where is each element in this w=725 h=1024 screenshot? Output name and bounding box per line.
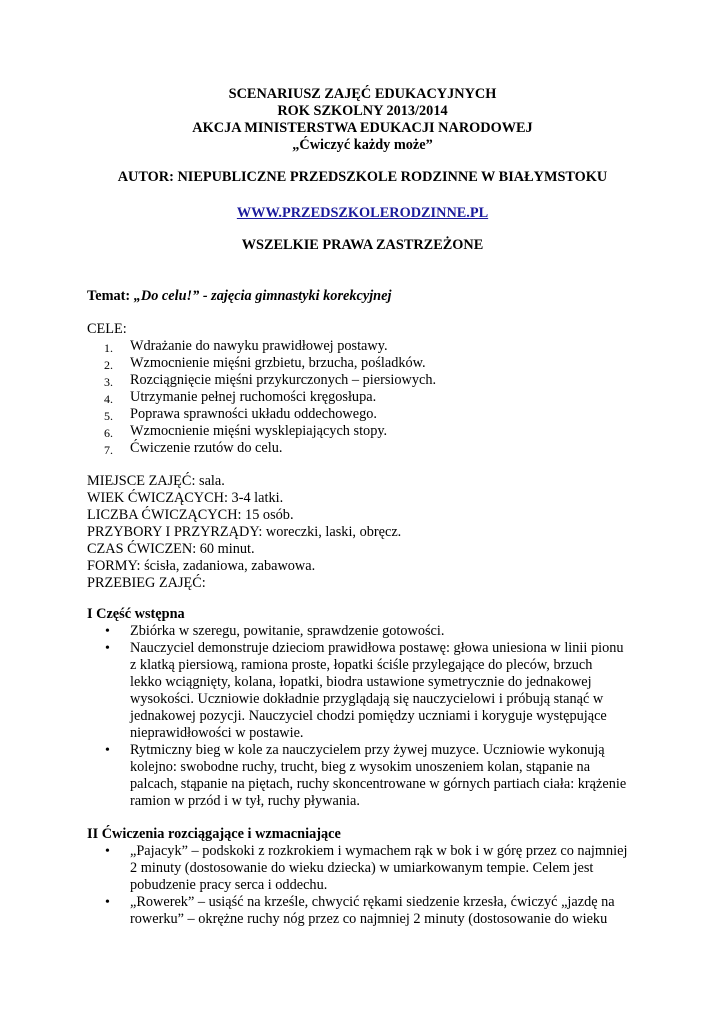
item-number: 6. — [104, 426, 113, 440]
list-item — [87, 440, 667, 457]
list-item — [87, 372, 667, 389]
list-item — [87, 338, 667, 355]
item-line: jednakowej pozycji. Nauczyciel chodzi pomiędzy uczniami i koryguje występujące — [130, 708, 607, 724]
item-text: Wzmocnienie mięśni wysklepiających stopy. — [130, 423, 388, 439]
author-line: AUTOR: NIEPUBLICZNE PRZEDSZKOLE RODZINNE W BIAŁYMSTOKU — [117, 169, 608, 185]
item-line: lekko wciągnięty, kolana, łopatki, biodra ustawione symetrycznie do jednakowej — [130, 674, 592, 690]
list-item — [87, 894, 667, 928]
bullet-icon: • — [105, 624, 110, 639]
item-number: 2. — [104, 358, 113, 372]
item-line: nieprawidłowości w postawie. — [130, 725, 304, 741]
item-line: pobudzenie pracy serca i oddechu. — [130, 877, 328, 893]
section-title: II Ćwiczenia rozciągające i wzmacniające — [87, 826, 341, 842]
bullet-icon: • — [105, 844, 110, 859]
item-number: 1. — [104, 341, 113, 355]
item-line: palcach, stąpanie na piętach, ruchy skoncentrowane w górnych partiach ciała: krążenie — [130, 776, 627, 792]
bullet-list — [87, 843, 667, 928]
list-item — [87, 623, 667, 640]
item-number: 7. — [104, 443, 113, 457]
goals-heading: CELE: — [87, 321, 127, 337]
header-title: SCENARIUSZ ZAJĘĆ EDUKACYJNYCH — [228, 86, 497, 102]
item-text: Wzmocnienie mięśni grzbietu, brzucha, pośladków. — [130, 355, 426, 371]
section-introduction — [87, 606, 667, 810]
item-text: Ćwiczenie rzutów do celu. — [130, 440, 283, 456]
header-motto: „Ćwiczyć każdy może” — [292, 137, 433, 153]
item-number: 4. — [104, 392, 113, 406]
info-age: WIEK ĆWICZĄCYCH: 3-4 latki. — [87, 490, 284, 506]
info-course: PRZEBIEG ZAJĘĆ: — [87, 575, 206, 591]
item-line: rowerku” – okrężne ruchy nóg przez co najmniej 2 minuty (dostosowanie do wieku — [130, 911, 608, 927]
bullet-list — [87, 623, 667, 810]
item-line: Nauczyciel demonstruje dzieciom prawidłowa postawę: głowa uniesiona w linii pionu — [130, 640, 624, 656]
info-time: CZAS ĆWICZEN: 60 minut. — [87, 541, 255, 557]
list-item — [87, 742, 667, 810]
item-text: Wdrażanie do nawyku prawidłowej postawy. — [130, 338, 388, 354]
document-header — [0, 86, 725, 154]
item-number: 3. — [104, 375, 113, 389]
section-exercises — [87, 826, 667, 928]
section-title: I Część wstępna — [87, 606, 185, 622]
list-item — [87, 843, 667, 894]
header-school-year: ROK SZKOLNY 2013/2014 — [277, 103, 448, 119]
list-item — [87, 355, 667, 372]
class-info — [87, 473, 667, 592]
bullet-icon: • — [105, 743, 110, 758]
info-place: MIEJSCE ZAJĘĆ: sala. — [87, 473, 225, 489]
bullet-icon: • — [105, 895, 110, 910]
item-number: 5. — [104, 409, 113, 423]
item-text: Poprawa sprawności układu oddechowego. — [130, 406, 377, 422]
rights-notice: WSZELKIE PRAWA ZASTRZEŻONE — [241, 237, 484, 253]
item-line: z klatką piersiową, ramiona proste, łopatki ściśle przylegające do pleców, brzuch — [130, 657, 593, 673]
list-item — [87, 423, 667, 440]
item-line: 2 minuty (dostosowanie do wieku dziecka) w umiarkowanym tempie. Celem jest — [130, 860, 594, 876]
list-item — [87, 406, 667, 423]
info-equipment: PRZYBORY I PRZYRZĄDY: woreczki, laski, obręcz. — [87, 524, 402, 540]
item-line: kolejno: swobodne ruchy, trucht, bieg z wysokim unoszeniem kolan, stąpanie na — [130, 759, 591, 775]
list-item — [87, 389, 667, 406]
topic-label: Temat: — [87, 288, 134, 304]
item-line: „Rowerek” – usiąść na krześle, chwycić rękami siedzenie krzesła, ćwiczyć „jazdę na — [130, 894, 615, 910]
item-text: Utrzymanie pełnej ruchomości kręgosłupa. — [130, 389, 377, 405]
item-text: Rozciągnięcie mięśni przykurczonych – piersiowych. — [130, 372, 437, 388]
topic-line — [87, 288, 667, 305]
item-line: Rytmiczny bieg w kole za nauczycielem przy żywej muzyce. Uczniowie wykonują — [130, 742, 605, 758]
list-item — [87, 640, 667, 742]
url-line — [0, 205, 725, 222]
goals-section — [87, 321, 667, 457]
item-line: „Pajacyk” – podskoki z rozkrokiem i wymachem rąk w bok i w górę przez co najmniej — [130, 843, 628, 859]
item-line: ramion w przód i w tył, ruchy pływania. — [130, 793, 360, 809]
info-count: LICZBA ĆWICZĄCYCH: 15 osób. — [87, 507, 294, 523]
topic-title: „Do celu!” - zajęcia gimnastyki korekcyjnej — [133, 288, 392, 304]
goals-list — [87, 338, 667, 457]
item-line: Zbiórka w szeregu, powitanie, sprawdzenie gotowości. — [130, 623, 445, 639]
website-link[interactable]: WWW.PRZEDSZKOLERODZINNE.PL — [236, 205, 489, 221]
bullet-icon: • — [105, 641, 110, 656]
header-campaign: AKCJA MINISTERSTWA EDUKACJI NARODOWEJ — [192, 120, 533, 136]
info-forms: FORMY: ścisła, zadaniowa, zabawowa. — [87, 558, 316, 574]
item-line: wysokości. Uczniowie dokładnie przyglądają się nauczycielowi i próbują stanąć w — [130, 691, 604, 707]
